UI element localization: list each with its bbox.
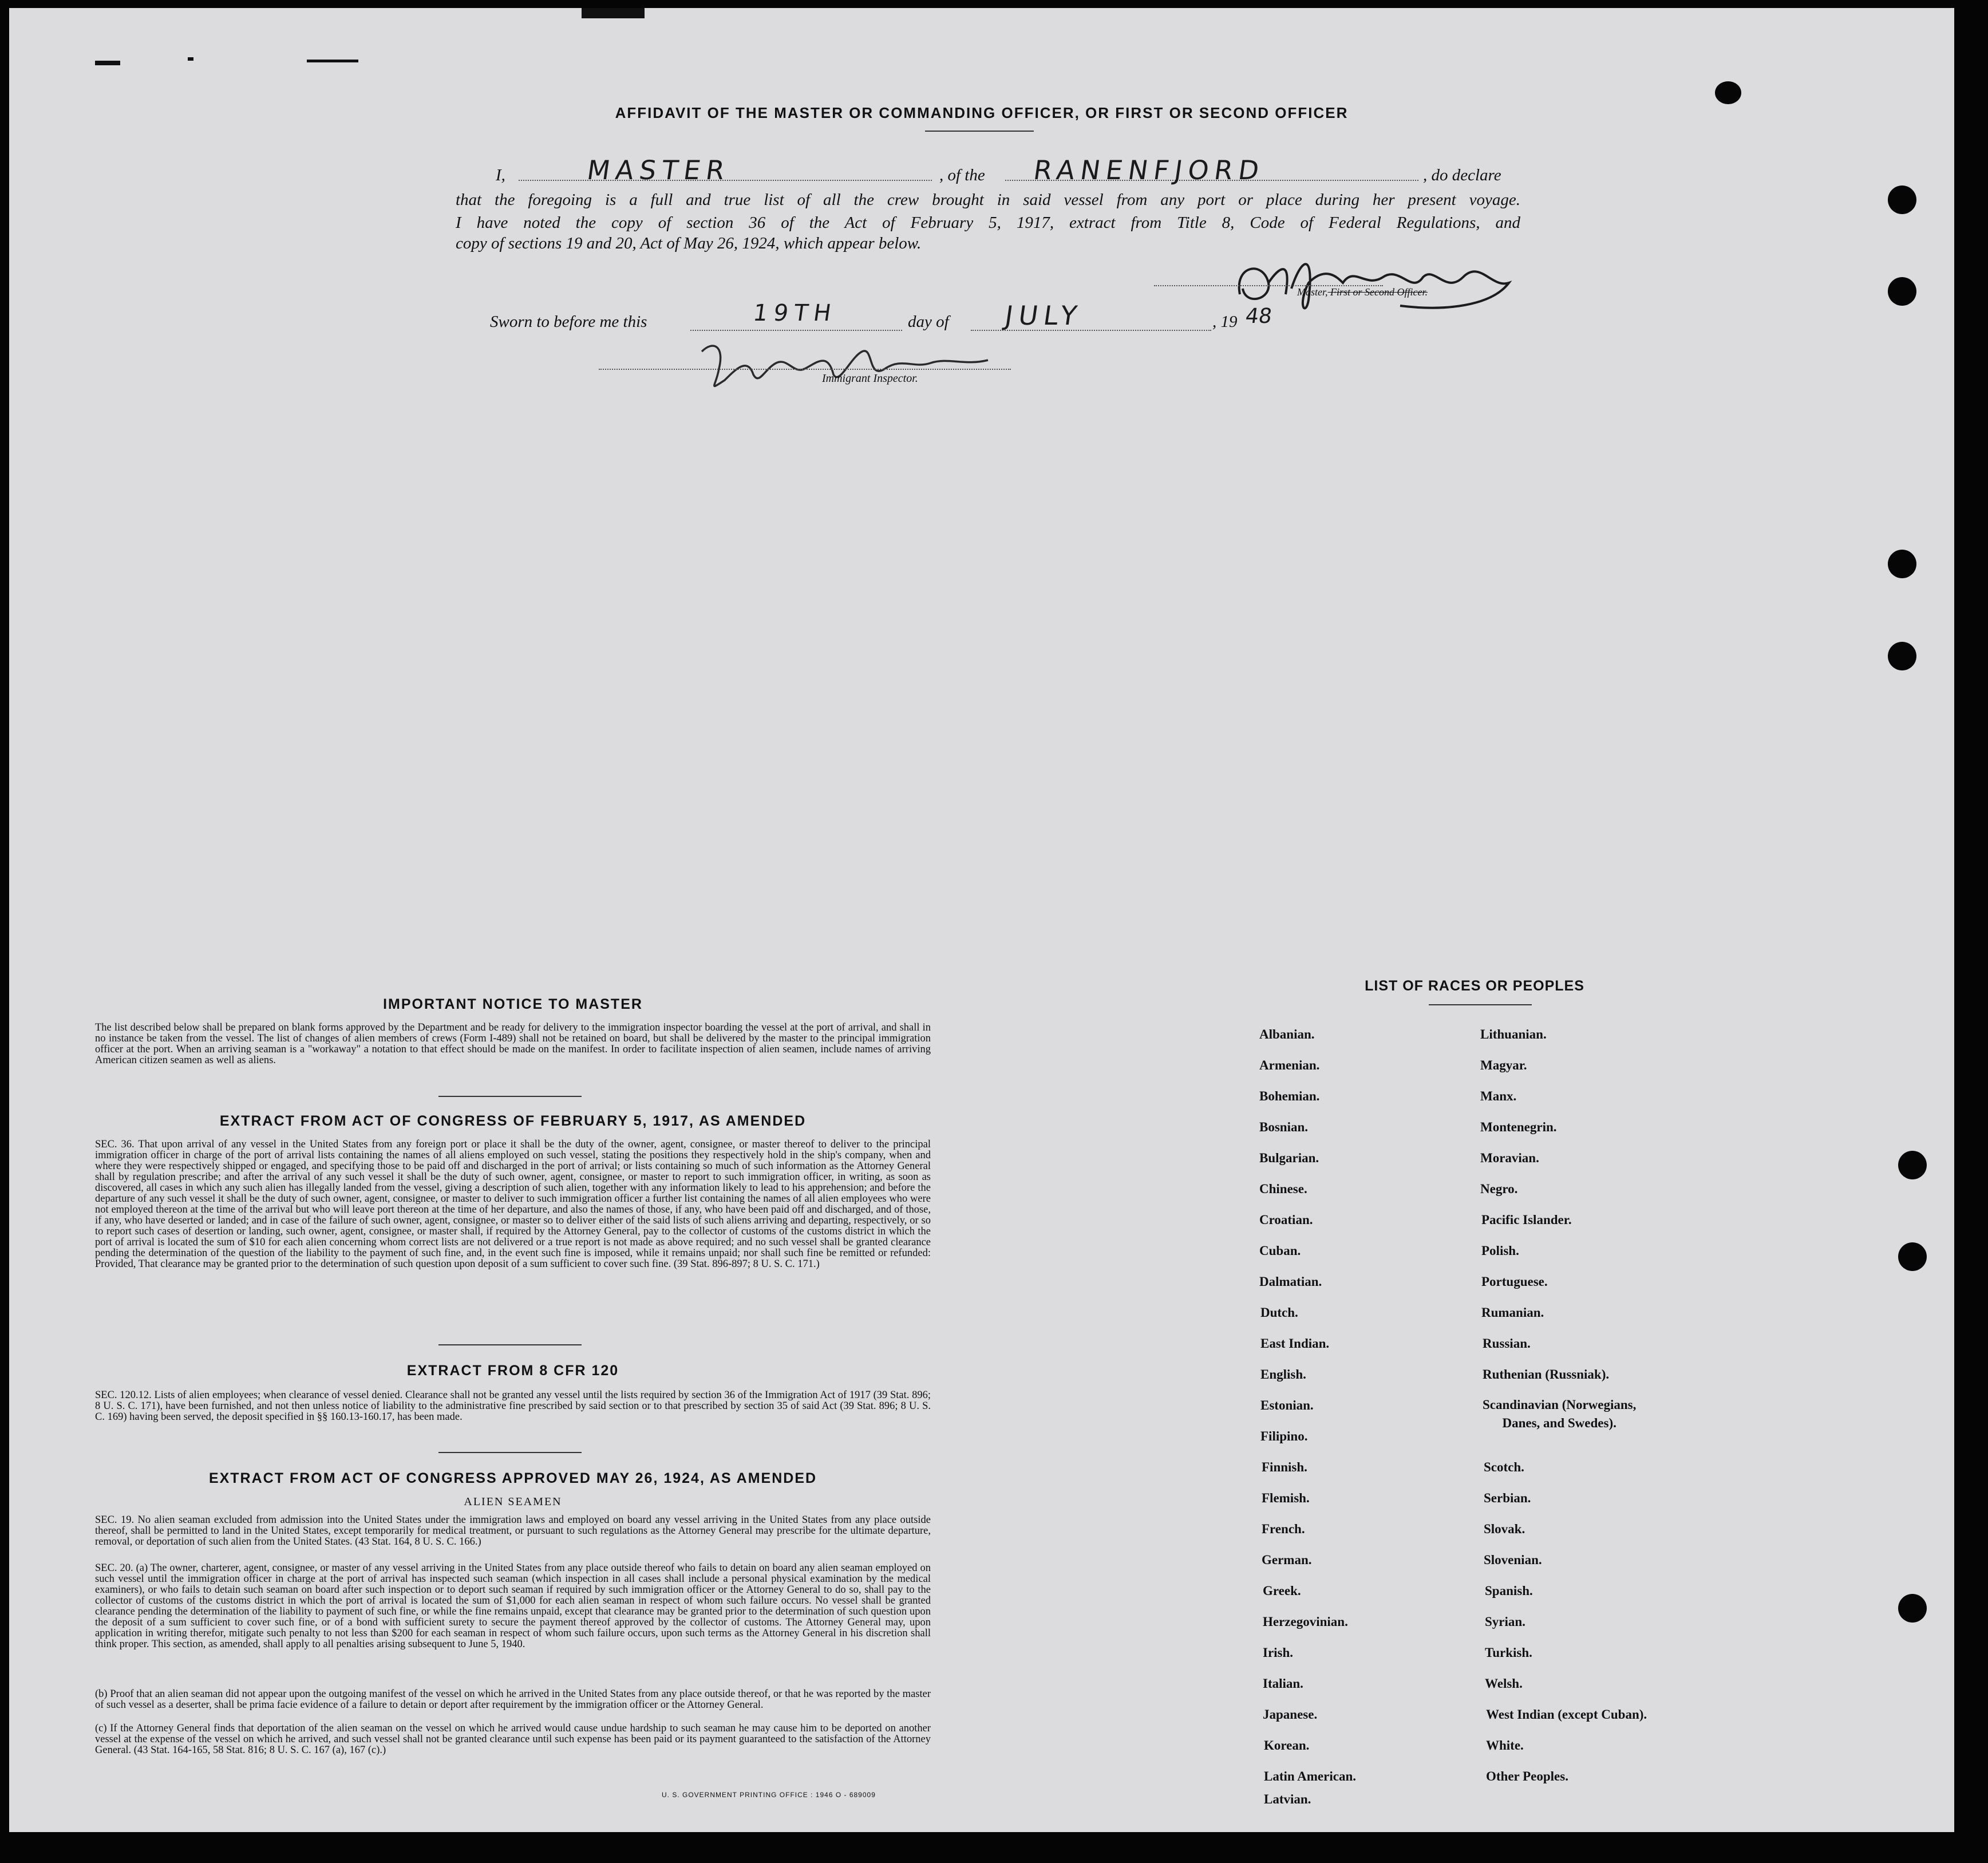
scan-mark [582,8,645,18]
race-item: Negro. [1480,1182,1518,1196]
punch-hole [1888,642,1916,670]
race-item: Welsh. [1485,1676,1523,1691]
scan-mark [95,61,120,65]
race-item: Cuban. [1259,1244,1301,1258]
race-item: Filipino. [1260,1429,1308,1443]
extract-1917-paragraph: SEC. 36. That upon arrival of any vessel in the United States from any foreign port or place it shall be the duty of the owner, agent, consignee, or master thereof to deliver to the principal immigration officer in charge of the port of arrival lists containing the names of all aliens employed on such vessel, stating the positions they respectively hold in the ship's company, when and where they were respectively shipped or engaged, and specifying those to be paid off and discharged in the port of arrival; or lists containing so much of such information as the Attorney General shall by regulation prescribe; and after the arrival of any such vessel it shall be the duty of such owner, agent, consignee, or master to report to such immigration officer, in writing, as soon as discovered, all cases in which any such alien has illegally landed from the vessel, giving a description of such alien, together with any information likely to lead to his apprehension; and before the departure of any such vessel it shall be the duty of such owner, agent, consignee, or master to deliver to such immigration officer a further list containing the names of all alien employees who were not employed thereon at the time of the arrival but who will leave port thereon at the time of her departure, and also the names of those, if any, who have been paid off and discharged, and of those, if any, who have deserted or landed; and in case of the failure of such owner, agent, consignee, or master so to deliver either of the said lists of such aliens arriving and departing, respectively, or so to report such cases of desertion or landing, such owner, agent, consignee, or master shall, if required by the Attorney General, pay to the collector of customs of the customs district in which the port of arrival is located the sum of $10 for each alien concerning whom correct lists are not delivered or a true report is not made as above required; and no such vessel shall be granted clearance pending the determination of the question of the liability to the payment of such fine, and, in the event such fine is imposed, while it remains unpaid; nor shall such fine be remitted or refunded: Provided, That clearance may be granted prior to the determination of such question upon deposit of a sum sufficient to cover such fine. (39 Stat. 896-897; 8 U. S. C. 171.) [95,1139,931,1270]
master-title-label [1297,286,1428,298]
race-item: Spanish. [1485,1584,1533,1598]
extract-1924-sec20a: SEC. 20. (a) The owner, charterer, agent, consignee, or master of any vessel arriving in the United States from any place outside thereof who fails to detain on board any alien seaman employed on such vessel until the immigration officer in charge at the port of arrival has inspected such seaman (which inspection in all cases shall include a personal physical examination by the medical examiners), or who fails to detain such seaman on board after such inspection or to deport such seaman if required by such immigration officer or the Attorney General to do so, shall pay to the collector of customs of the customs district in which the port of arrival is located the sum of $1,000 for each alien seaman in respect of whom such failure occurs. No vessel shall be granted clearance pending the determination of the liability to payment of such fine, or while the fine remains unpaid, except that clearance may be granted prior to the determination of such question upon the deposit of a sum sufficient to cover such fine, or of a bond with sufficient surety to secure the payment thereof approved by the collector of customs. The Attorney General may, upon application in writing therefor, mitigate such penalty to not less than $200 for each seaman in respect of whom such failure occurs, upon such terms as the Attorney General in his discretion shall think proper. This section, as amended, shall apply to all penalties arising subsequent to June 5, 1940. [95,1562,931,1650]
day-line [690,330,902,331]
races-list-title: LIST OF RACES OR PEOPLES [1365,978,1584,994]
race-item: East Indian. [1260,1336,1330,1351]
race-item: Herzegovinian. [1263,1615,1348,1629]
race-item: Manx. [1480,1089,1517,1103]
divider [1429,1004,1532,1005]
vessel-handwritten: RANENFJORD [1031,155,1267,185]
document-page [9,8,1954,1832]
punch-hole [1888,550,1916,578]
printing-office-footer: U. S. GOVERNMENT PRINTING OFFICE : 1946 O - 689009 [662,1791,876,1799]
race-item: Latvian. [1264,1792,1311,1806]
race-item: Rumanian. [1481,1305,1544,1320]
race-item: Flemish. [1262,1491,1310,1505]
race-item: Finnish. [1262,1460,1307,1474]
punch-hole [1715,81,1741,104]
scan-mark [188,57,193,61]
race-item: Serbian. [1484,1491,1531,1505]
sworn-label: Sworn to before me this [490,313,647,331]
master-label: Master, [1297,286,1328,298]
master-handwritten: MASTER [585,155,733,185]
divider [438,1452,582,1453]
race-item: Moravian. [1480,1151,1539,1165]
race-item: Pacific Islander. [1481,1213,1572,1227]
punch-hole [1898,1151,1927,1179]
race-item: Russian. [1483,1336,1531,1351]
race-item: Lithuanian. [1480,1027,1547,1041]
race-item: Italian. [1263,1676,1303,1691]
race-item: German. [1262,1553,1312,1567]
struck-officer-label: First or Second Officer. [1327,286,1428,298]
race-item: Montenegrin. [1480,1120,1557,1134]
race-item: Irish. [1263,1645,1294,1660]
affidavit-line-2: I have noted the copy of section 36 of the Act of February 5, 1917, extract from Title 8, Code of Federal Regulations, and [456,214,1520,232]
divider [438,1096,582,1097]
notice-paragraph: The list described below shall be prepared on blank forms approved by the Department and be ready for delivery to the immigration inspector boarding the vessel at the port of arrival, and shall in no instance be taken from the vessel. The list of changes of alien members of crews (Form I-489) shall not be retained on board, but shall be delivered by the master to the principal immigration officer at the port. When an arriving seaman is a "workaway" a notation to that effect should be made on the manifest. In order to facilitate inspection of alien seamen, include names of arriving American citizen seamen as well as aliens. [95,1022,931,1066]
punch-hole [1898,1594,1927,1623]
inspector-signature [690,334,1011,397]
divider [438,1344,582,1345]
race-item: West Indian (except Cuban). [1486,1707,1647,1722]
divider [925,131,1034,132]
race-item: Bosnian. [1259,1120,1309,1134]
race-item: Japanese. [1263,1707,1318,1722]
scan-mark [307,60,358,62]
race-item-line: Danes, and Swedes). [1502,1416,1617,1430]
inspector-label: Immigrant Inspector. [822,372,918,385]
punch-hole [1888,185,1916,214]
race-item: Latin American. [1264,1769,1356,1783]
extract-1924-title: EXTRACT FROM ACT OF CONGRESS APPROVED MAY 26, 1924, AS AMENDED [208,1470,817,1486]
race-item: French. [1262,1522,1305,1536]
race-item: Greek. [1263,1584,1301,1598]
inspector-line [599,369,1011,370]
race-item: Croatian. [1259,1213,1313,1227]
race-item: Estonian. [1260,1398,1314,1412]
do-declare-label: , do declare [1423,166,1501,184]
year-handwritten: 48 [1244,305,1274,328]
race-item: Other Peoples. [1486,1769,1568,1783]
day-handwritten: 19TH [751,300,839,326]
extract-1917-title: EXTRACT FROM ACT OF CONGRESS OF FEBRUARY 5, 1917, AS AMENDED [219,1113,807,1129]
extract-1924-sec20c: (c) If the Attorney General finds that deportation of the alien seaman on the vessel on which he arrived would cause undue hardship to such seaman he may cause him to be deported on another vessel at the expense of the vessel on which he arrived, and such vessel shall not be granted clearance until such expense has been paid or its payment guaranteed to the satisfaction of the Attorney General. (43 Stat. 164-165, 58 Stat. 816; 8 U. S. C. 167 (a), 167 (c).) [95,1723,931,1756]
year-label: , 19 [1212,313,1238,331]
race-item: Dalmatian. [1259,1274,1322,1289]
alien-seamen-heading: ALIEN SEAMEN [464,1495,562,1508]
race-item: Syrian. [1485,1615,1525,1629]
race-item: Korean. [1264,1738,1310,1753]
race-item: Turkish. [1485,1645,1532,1660]
race-item: Bohemian. [1259,1089,1320,1103]
extract-1924-sec19: SEC. 19. No alien seaman excluded from admission into the United States under the immigration laws and employed on board any vessel arriving in the United States from any place outside thereof, shall be permitted to land in the United States, except temporarily for medical treatment, or pursuant to such regulations as the Attorney General may prescribe for the ultimate departure, removal, or deportation of such alien from the United States. (43 Stat. 164, 8 U. S. C. 166.) [95,1514,931,1548]
race-item: Albanian. [1259,1027,1315,1041]
race-item: Portuguese. [1481,1274,1548,1289]
extract-cfr-paragraph: SEC. 120.12. Lists of alien employees; when clearance of vessel denied. Clearance shall not be granted any vessel until the lists required by section 36 of the Immigration Act of 1917 (39 Stat. 896; 8 U. S. C. 171), have been furnished, and not then unless notice of liability to the administrative fine prescribed by said section or to that prescribed by section 35 of said Act (39 Stat. 896; 8 U. S. C. 169) having been served, the deposit specified in §§ 160.13-160.17, has been made. [95,1390,931,1423]
month-handwritten: JULY [1003,300,1085,331]
race-item: English. [1260,1367,1306,1382]
affidavit-title: AFFIDAVIT OF THE MASTER OR COMMANDING OFFICER, OR FIRST OR SECOND OFFICER [615,104,1349,121]
race-item-line: Scandinavian (Norwegians, [1483,1398,1637,1412]
notice-title: IMPORTANT NOTICE TO MASTER [383,996,643,1012]
race-item: Polish. [1481,1244,1519,1258]
day-of-label: day of [908,313,949,331]
of-the-label: , of the [939,166,985,184]
race-item: Magyar. [1480,1058,1527,1072]
affidavit-i: I, [496,166,505,184]
affidavit-line-3: copy of sections 19 and 20, Act of May 26, 1924, which appear below. [456,234,922,252]
race-item [1483,1396,1636,1432]
race-item: Bulgarian. [1259,1151,1319,1165]
race-item: Ruthenian (Russniak). [1483,1367,1610,1382]
extract-1924-sec20b: (b) Proof that an alien seaman did not appear upon the outgoing manifest of the vessel on which he arrived in the United States from any place outside thereof, or that he was reported by the master of such vessel as a deserter, shall be prima facie evidence of a failure to detain or deport after requirement by the immigration officer or the Attorney General. [95,1688,931,1711]
extract-cfr-title: EXTRACT FROM 8 CFR 120 [406,1363,619,1379]
race-item: White. [1486,1738,1524,1753]
affidavit-line-1: that the foregoing is a full and true list of all the crew brought in said vessel from any port or place during her present voyage. [456,191,1520,209]
punch-hole [1898,1242,1927,1271]
race-item: Scotch. [1484,1460,1524,1474]
race-item: Chinese. [1259,1182,1307,1196]
race-item: Slovenian. [1484,1553,1542,1567]
race-item: Armenian. [1259,1058,1320,1072]
race-item: Dutch. [1260,1305,1298,1320]
punch-hole [1888,277,1916,306]
race-item: Slovak. [1484,1522,1525,1536]
